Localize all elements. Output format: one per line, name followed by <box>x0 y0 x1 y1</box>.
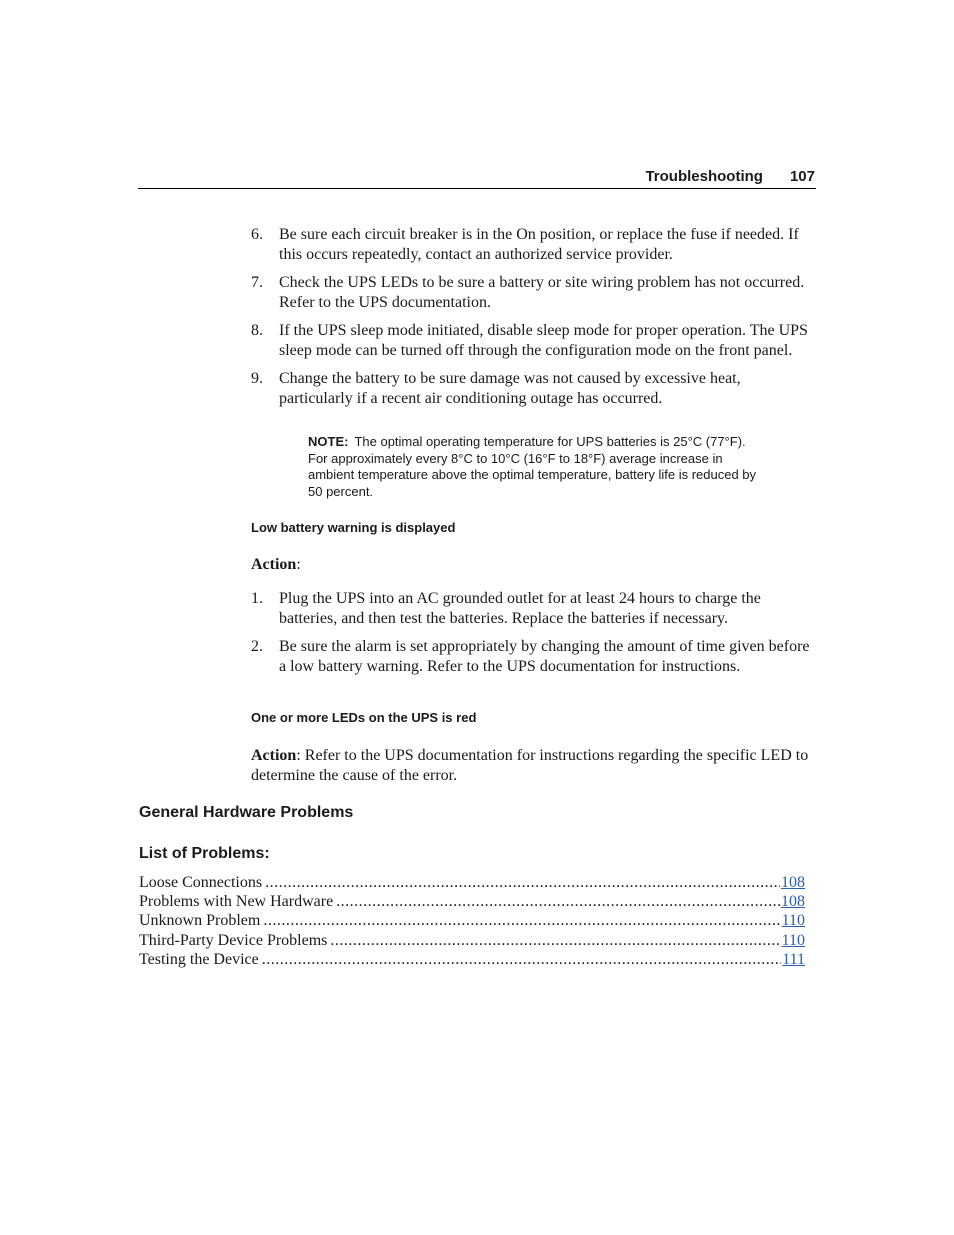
list-item: 7. Check the UPS LEDs to be sure a battery or site wiring problem has not occurred. Refer to the UPS documentation. <box>251 274 805 311</box>
list-item: 1. Plug the UPS into an AC grounded outlet for at least 24 hours to charge the batteries, and then test the batteries. Replace the batteries if necessary. <box>251 590 761 627</box>
toc-page-link[interactable]: 108 <box>781 893 805 911</box>
subheading-low-battery: Low battery warning is displayed <box>251 520 456 535</box>
problems-toc <box>139 873 805 969</box>
toc-page-link[interactable]: 111 <box>782 950 805 968</box>
steps-list-continued <box>251 225 816 417</box>
toc-entry[interactable]: Problems with New Hardware ..... 108 <box>139 892 805 911</box>
note-text: The optimal operating temperature for UPS batteries is 25°C (77°F). For approximately every 8°C to 10°C (16°F to 18°F) average increase in ambient temperature above the optimal temperature, battery life is reduced by 50 percent. <box>308 434 757 499</box>
note-label: NOTE: <box>308 434 349 449</box>
section-heading-general-hardware: General Hardware Problems <box>139 804 354 821</box>
action-paragraph-leds-red: Action: Refer to the UPS documentation for instructions regarding the specific LED to determine the cause of the error. <box>251 747 809 784</box>
toc-page-link[interactable]: 110 <box>781 912 805 930</box>
toc-page-link[interactable]: 108 <box>781 874 805 891</box>
list-item: 9. Change the battery to be sure damage was not caused by excessive heat, particularly if a recent air conditioning outage has occurred. <box>251 370 741 407</box>
header-rule <box>138 188 816 189</box>
steps-list-low-battery <box>251 589 816 685</box>
list-item: 8. If the UPS sleep mode initiated, disable sleep mode for proper operation. The UPS sleep mode can be turned off through the configuration mode on the front panel. <box>251 322 808 359</box>
note-block <box>308 434 763 500</box>
list-item: 2. Be sure the alarm is set appropriately by changing the amount of time given before a low battery warning. Refer to the UPS documentation for instructions. <box>251 638 810 675</box>
header-page-number: 107 <box>789 168 815 185</box>
toc-entry[interactable]: Unknown Problem ..... 110 <box>139 911 805 930</box>
list-of-problems-heading: List of Problems: <box>139 845 270 862</box>
action-label-low-battery: Action: <box>251 556 301 573</box>
toc-page-link[interactable]: 110 <box>781 931 805 949</box>
list-item: 6. Be sure each circuit breaker is in the On position, or replace the fuse if needed. If this occurs repeatedly, contact an authorized service provider. <box>251 226 799 263</box>
toc-entry[interactable]: Testing the Device ..... 111 <box>139 950 805 969</box>
subheading-leds-red: One or more LEDs on the UPS is red <box>251 710 477 725</box>
toc-entry[interactable]: Loose Connections ..... 108 <box>139 873 805 892</box>
running-header <box>138 168 815 188</box>
header-section-title: Troubleshooting <box>645 168 763 185</box>
toc-entry[interactable]: Third-Party Device Problems ..... 110 <box>139 931 805 950</box>
